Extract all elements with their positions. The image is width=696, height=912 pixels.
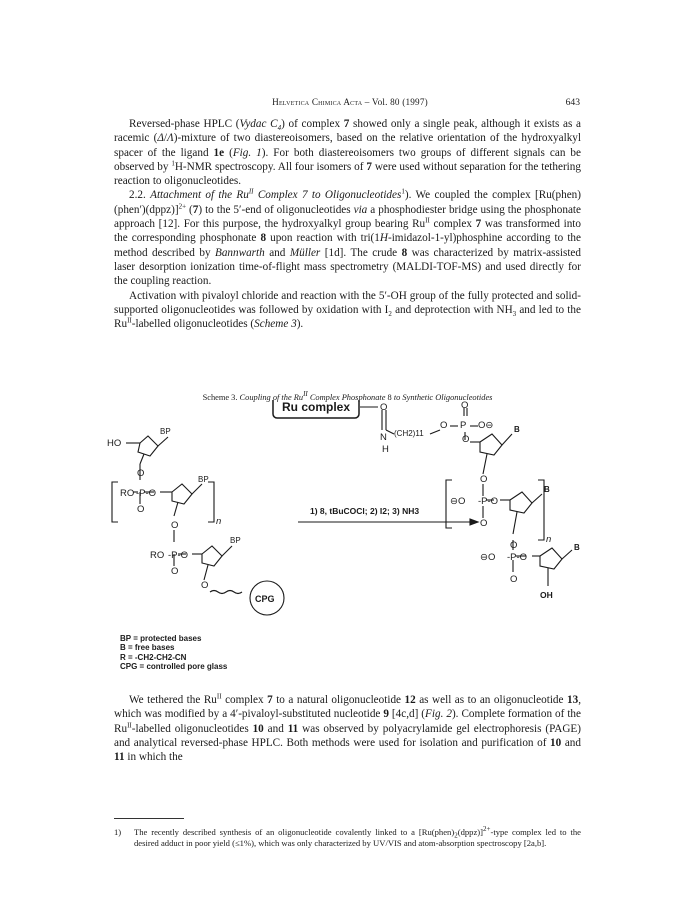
footnote-rule bbox=[114, 818, 184, 819]
ro-label-1: RO bbox=[120, 488, 135, 499]
legend-item: BP = protected bases bbox=[120, 634, 202, 643]
running-head bbox=[240, 97, 460, 107]
phosphorus-3: P bbox=[460, 420, 467, 431]
legend-item: R = -CH2-CH2-CN bbox=[120, 652, 187, 662]
o-label: O bbox=[137, 504, 145, 515]
n-label-1: n bbox=[216, 516, 222, 527]
bp-label-3: BP bbox=[230, 536, 241, 545]
o-label: O bbox=[461, 400, 469, 411]
phosphorus-1: -P-O bbox=[136, 488, 157, 499]
body-text-top bbox=[114, 117, 581, 331]
phosphorus-2: -P-O bbox=[168, 550, 189, 561]
b-label-2: B bbox=[544, 485, 550, 494]
n-label-2: n bbox=[546, 534, 552, 545]
n-atom-label: N bbox=[380, 432, 387, 443]
paragraph-hplc: Reversed-phase HPLC (Vydac $C_4$) of complex 7 showed only a single peak, although it exists as a racemic (Δ/Λ)-mixture of two diastereoisomers, based on the relative orientation of the hydroxyalkyl spacer of the ligand 1e (Fig. 1). For both diastereoisomers two groups of different signals can be observed by $^1$H-NMR spectroscopy. All four isomers of 7 were used without separation for the tethering reaction to oligonucleotides. bbox=[114, 118, 582, 188]
ho-label: HO bbox=[107, 438, 122, 449]
o-minus-label: ⊖O bbox=[450, 496, 466, 507]
phosphorus-4: -P-O bbox=[478, 496, 499, 507]
journal-volume: – Vol. 80 (1997) bbox=[362, 97, 428, 107]
o-label: O bbox=[510, 574, 518, 585]
paragraph-activation: Activation with pivaloyl chloride and reaction with the 5′-OH group of the fully protected and solid-supported oligonucleotides was followed by oxidation with $I_2$ and deprotection with $NH_3$ and led to the $Ru^{II}$-labelled oligonucleotides (Scheme 3). bbox=[114, 289, 581, 331]
page-number: 643 bbox=[565, 97, 580, 108]
o-label: O bbox=[380, 402, 388, 413]
o-label: O bbox=[440, 420, 448, 431]
b-label-1: B bbox=[514, 425, 520, 434]
o-label: O bbox=[480, 474, 488, 485]
footnote-mark: 1) bbox=[114, 827, 122, 837]
sugar-ring-3 bbox=[202, 546, 222, 566]
body-text-bottom bbox=[114, 693, 581, 764]
wavy-linker bbox=[210, 591, 242, 594]
phosphorus-5: -P-O bbox=[507, 552, 528, 563]
paragraph-attachment: 2.2. Attachment of the $Ru^{II}$ Complex 7 to Oligonucleotides$^1$). We coupled the complex [Ru(phen)(phen′)(dppz)]$^{2+}$ (7) to the 5′-end of oligonucleotides via a phosphodiester bridge using the phosphonate approach [12]. For this purpose, the hydroxyalkyl group bearing $Ru^{II}$ complex 7 was transformed into the corresponding phosphonate 8 upon reaction with tri(1H-imidazol-1-yl)phosphine according to the method described by Bannwarth and Müller [1d]. The crude 8 was characterized by matrix-assisted laser desorption ionization time-of-flight mass spectrometry (MALDI-TOF-MS) and used directly for the coupling reaction. bbox=[114, 187, 582, 288]
ru-complex-label: Ru complex bbox=[282, 400, 351, 414]
cpg-label: CPG bbox=[255, 594, 275, 604]
legend-item: CPG = controlled pore glass bbox=[120, 662, 228, 672]
o-label: O bbox=[462, 434, 470, 445]
o-minus-label: O⊖ bbox=[478, 420, 494, 431]
footnote bbox=[114, 827, 581, 849]
scheme-legend bbox=[120, 634, 227, 672]
h-atom-label: H bbox=[382, 444, 389, 455]
legend-item: B = free bases bbox=[120, 643, 175, 653]
o-minus-label: ⊖O bbox=[480, 552, 496, 563]
bp-label-1: BP bbox=[160, 427, 171, 436]
bp-label-2: BP bbox=[198, 475, 209, 484]
o-label: O bbox=[171, 566, 179, 577]
o-label: O bbox=[201, 580, 209, 591]
paragraph-tethering: We tethered the $Ru^{II}$ complex 7 to a natural oligonucleotide 12 as well as to an oligonucleotide 13, which was modified by a 4′-pivaloyl-substituted nucleotide 9 [4c,d] (Fig. 2). Complete formation of the $Ru^{II}$-labelled oligonucleotides 10 and 11 was observed by polyacrylamide gel electrophoresis (PAGE) and analytical reversed-phase HPLC. Both methods were used for isolation and purification of 10 and 11 in which the bbox=[114, 692, 581, 764]
sugar-ring-1 bbox=[138, 436, 158, 456]
o-label: O bbox=[510, 540, 518, 551]
scheme-3-drawing bbox=[60, 400, 620, 635]
footnote-text: The recently described synthesis of an oligonucleotide covalently linked to a $[Ru(phen)_2(dppz)]^{2+}$-type complex led to the desired adduct in poor yield (≤1%), which was only characterized by UV/VIS and atom-absorption spectroscopy [2a,b]. bbox=[134, 825, 581, 848]
o-label: O bbox=[480, 518, 488, 529]
oh-label: OH bbox=[540, 590, 553, 600]
o-label: O bbox=[137, 468, 145, 479]
sugar-ring-4 bbox=[480, 434, 502, 455]
sugar-ring-5 bbox=[510, 492, 532, 513]
ch2-label: (CH2)11 bbox=[394, 429, 424, 438]
reagents-label: 1) 8, tBuCOCl; 2) I2; 3) NH3 bbox=[310, 506, 420, 516]
o-label: O bbox=[171, 520, 179, 531]
ro-label-2: RO bbox=[150, 550, 165, 561]
b-label-3: B bbox=[574, 543, 580, 552]
reaction-arrow-head bbox=[470, 519, 478, 525]
journal-name: Helvetica Chimica Acta bbox=[272, 97, 363, 107]
sugar-ring-6 bbox=[540, 548, 562, 569]
sugar-ring-2 bbox=[172, 484, 192, 504]
scheme-caption: Scheme 3. Coupling of the $Ru^{II}$ Complex Phosphonate 8 to Synthetic Oligonucleotides bbox=[202, 390, 493, 402]
